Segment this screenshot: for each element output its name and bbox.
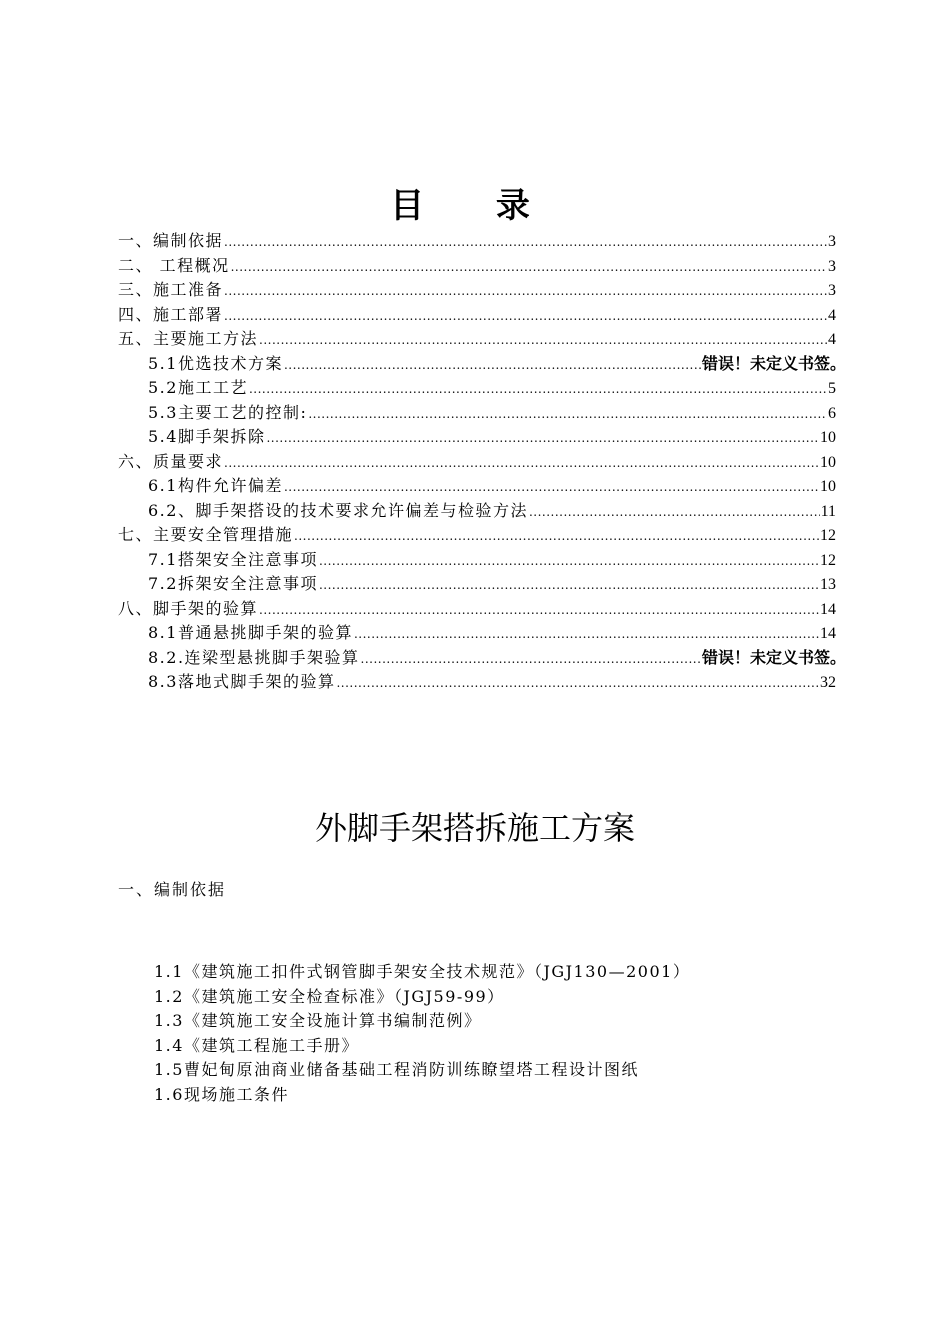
toc-entry-label: 五、主要施工方法 xyxy=(118,329,259,348)
toc-entry-error: 错误！未定义书签。 xyxy=(701,647,846,667)
toc-entry-label: 八、脚手架的验算 xyxy=(118,598,259,618)
toc-leader-dots xyxy=(224,451,819,476)
toc-entry-label: 一、编制依据 xyxy=(118,231,224,250)
toc-entry-page: 4 xyxy=(828,306,836,324)
basis-item: 1.2《建筑施工安全检查标准》（JGJ59-99） xyxy=(154,986,505,1006)
toc-entry-label: 二、 工程概况 xyxy=(118,255,230,275)
toc-leader-dots xyxy=(354,622,819,647)
toc-entry-label: 三、施工准备 xyxy=(118,280,224,299)
toc-entry-label: 6.2、脚手架搭设的技术要求允许偏差与检验方法 xyxy=(148,500,528,520)
toc-entry[interactable] xyxy=(118,474,836,499)
toc-leader-dots xyxy=(266,426,819,451)
toc-entry-page: 10 xyxy=(820,453,836,471)
toc-entry-label: 七、主要安全管理措施 xyxy=(118,525,294,544)
toc-entry-label: 5.2施工工艺 xyxy=(148,378,248,397)
toc-leader-dots xyxy=(231,255,827,280)
toc-entry[interactable] xyxy=(118,499,836,524)
toc-entry[interactable] xyxy=(118,352,846,377)
table-of-contents xyxy=(118,229,846,695)
toc-entry[interactable] xyxy=(118,278,836,303)
toc-entry-page: 3 xyxy=(828,282,836,299)
toc-leader-dots xyxy=(284,475,819,500)
toc-entry[interactable] xyxy=(118,523,836,548)
basis-item: 1.3《建筑施工安全设施计算书编制范例》 xyxy=(154,1011,482,1030)
toc-leader-dots xyxy=(284,353,701,378)
toc-title: 目 录 xyxy=(390,186,560,226)
toc-entry-label: 6.1构件允许偏差 xyxy=(148,476,283,495)
toc-entry[interactable] xyxy=(118,401,836,426)
toc-entry-page: 12 xyxy=(820,551,836,569)
toc-entry-page: 14 xyxy=(820,600,836,618)
toc-entry-page: 10 xyxy=(820,429,836,446)
toc-entry[interactable] xyxy=(118,597,836,622)
toc-entry-label: 四、施工部署 xyxy=(118,304,224,324)
basis-item: 1.4《建筑工程施工手册》 xyxy=(154,1035,359,1055)
toc-entry-label: 8.3落地式脚手架的验算 xyxy=(148,672,336,691)
section-heading: 一、编制依据 xyxy=(118,880,227,899)
toc-leader-dots xyxy=(319,549,819,574)
toc-entry-page: 12 xyxy=(820,527,836,544)
toc-entry-label: 5.1优选技术方案 xyxy=(148,353,283,373)
toc-entry[interactable] xyxy=(118,572,836,597)
toc-entry-label: 5.4脚手架拆除 xyxy=(148,427,266,446)
toc-leader-dots xyxy=(308,402,827,427)
toc-leader-dots xyxy=(259,328,827,353)
toc-entry[interactable] xyxy=(118,376,836,401)
toc-entry-error: 错误！未定义书签。 xyxy=(701,353,846,373)
basis-item: 1.5曹妃甸原油商业储备基础工程消防训练瞭望塔工程设计图纸 xyxy=(154,1060,639,1079)
toc-entry-page: 10 xyxy=(820,478,836,495)
toc-leader-dots xyxy=(294,524,819,549)
toc-entry[interactable] xyxy=(118,548,836,573)
toc-entry-page: 6 xyxy=(828,404,836,422)
document-title: 外脚手架搭拆施工方案 xyxy=(314,809,635,847)
toc-leader-dots xyxy=(224,230,827,255)
basis-item: 1.6现场施工条件 xyxy=(154,1084,289,1104)
toc-entry-label: 8.1普通悬挑脚手架的验算 xyxy=(148,623,353,642)
toc-leader-dots xyxy=(529,500,820,525)
toc-entry[interactable] xyxy=(118,621,836,646)
toc-entry-label: 六、质量要求 xyxy=(118,451,224,471)
toc-entry-label: 5.3主要工艺的控制: xyxy=(148,402,308,422)
toc-entry[interactable] xyxy=(118,450,836,475)
toc-entry-label: 7.2拆架安全注意事项 xyxy=(148,574,318,593)
toc-entry[interactable] xyxy=(118,646,846,671)
toc-leader-dots xyxy=(259,598,819,623)
toc-entry-label: 8.2.连梁型悬挑脚手架验算 xyxy=(148,647,360,667)
toc-entry[interactable] xyxy=(118,303,836,328)
toc-entry-page: 3 xyxy=(828,233,836,250)
toc-entry-page: 3 xyxy=(828,257,836,275)
toc-entry-page: 5 xyxy=(828,380,836,397)
toc-leader-dots xyxy=(224,304,827,329)
toc-entry[interactable] xyxy=(118,327,836,352)
toc-leader-dots xyxy=(361,647,701,672)
toc-entry-page: 4 xyxy=(828,331,836,348)
toc-entry[interactable] xyxy=(118,425,836,450)
basis-list xyxy=(154,960,690,1107)
toc-leader-dots xyxy=(319,573,819,598)
toc-leader-dots xyxy=(336,671,819,696)
toc-entry-page: 14 xyxy=(820,625,836,642)
toc-entry[interactable] xyxy=(118,670,836,695)
toc-entry-page: 13 xyxy=(820,576,836,593)
toc-leader-dots xyxy=(224,279,827,304)
toc-entry[interactable] xyxy=(118,254,836,279)
basis-item: 1.1《建筑施工扣件式钢管脚手架安全技术规范》（JGJ130—2001） xyxy=(154,962,691,981)
toc-leader-dots xyxy=(249,377,827,402)
toc-entry-label: 7.1搭架安全注意事项 xyxy=(148,549,318,569)
toc-entry-page: 11 xyxy=(820,502,836,520)
toc-entry[interactable] xyxy=(118,229,836,254)
toc-entry-page: 32 xyxy=(820,674,836,691)
